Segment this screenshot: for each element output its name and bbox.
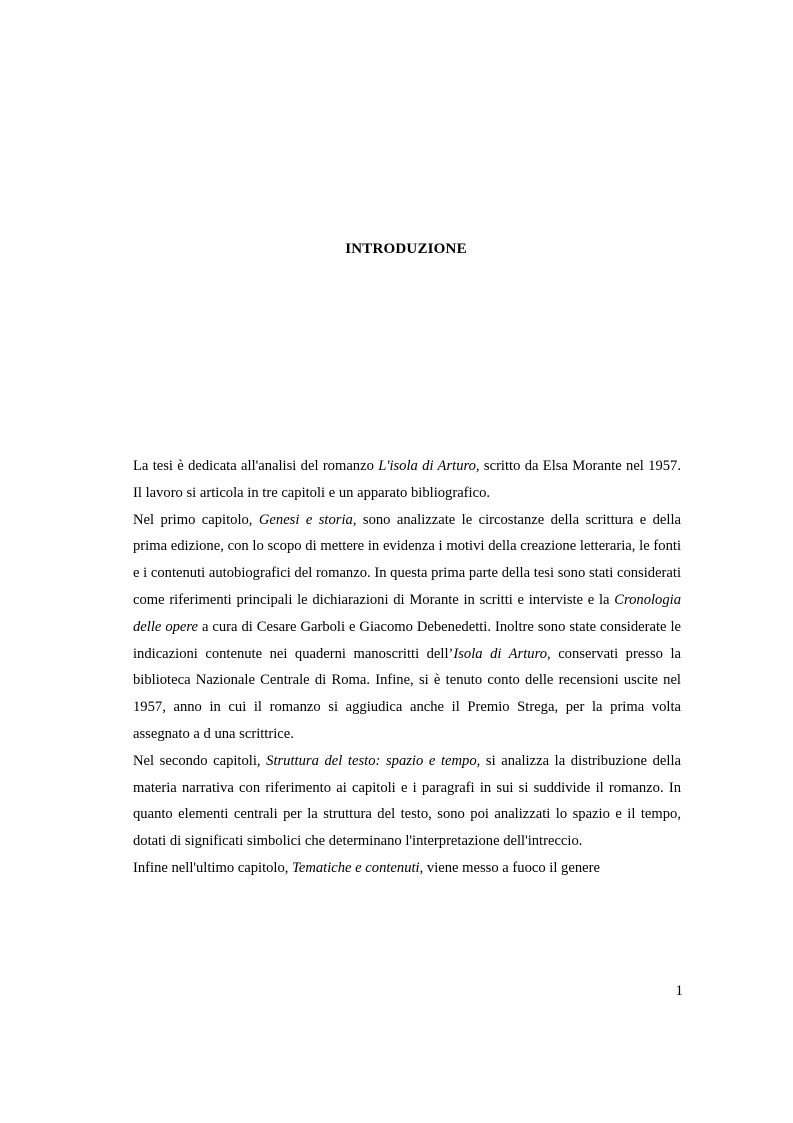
paragraph-2 (133, 507, 681, 748)
book-title-italic: L'isola di Arturo, (378, 458, 480, 474)
paragraph-3 (133, 748, 681, 855)
text-run: Infine nell'ultimo capitolo, (133, 859, 293, 876)
chapter-title-italic: Tematiche e contenuti (292, 859, 420, 876)
text-run: Nel primo capitolo, (133, 511, 259, 528)
text-run: La tesi è dedicata all'analisi del romanzo (133, 458, 379, 474)
chapter-title-italic: Genesi e storia (258, 511, 353, 528)
body-text (133, 453, 681, 882)
text-run: , viene messo a fuoco il genere (419, 859, 600, 876)
text-run: scritto da Elsa Morante nel 1957. Il lavoro si articola in tre capitoli e un apparato bibliografico. (133, 458, 682, 501)
chapter-title-italic: Struttura del testo: spazio e tempo (266, 752, 477, 769)
text-run: a cura di Cesare Garboli e Giacomo Debenedetti. Inoltre sono state considerate le indicazioni contenute nei quaderni manoscritti dell’ (133, 618, 681, 662)
book-title-italic: Isola di Arturo (453, 645, 548, 662)
text-run: , conservati presso la biblioteca Nazionale Centrale di Roma. Infine, si è tenuto conto delle recensioni uscite nel 1957, anno in cui il romanzo si aggiudica anche il Premio Strega, per la prima volta assegnato a d una scrittrice. (133, 645, 681, 742)
paragraph-1 (133, 453, 681, 507)
work-title-italic: Cronologia delle opere (133, 591, 681, 635)
paragraph-4 (133, 855, 681, 882)
chapter-title: INTRODUZIONE (345, 241, 467, 257)
text-run: , sono analizzate le circostanze della scrittura e della prima edizione, con lo scopo di mettere in evidenza i motivi della creazione letteraria, le fonti e i contenuti autobiografici del romanzo. In questa prima parte della tesi sono stati considerati come riferimenti principali le dichiarazioni di Morante in scritti e interviste e la (133, 511, 681, 608)
page-number: 1 (675, 983, 683, 999)
text-run: Nel secondo capitoli, (133, 752, 267, 769)
text-run: , si analizza la distribuzione della materia narrativa con riferimento ai capitoli e i paragrafi in sui si suddivide il romanzo. In quanto elementi centrali per la struttura del testo, sono poi analizzati lo spazio e il tempo, dotati di significati simbolici che determinano l'interpretazione dell'intreccio. (133, 752, 681, 850)
